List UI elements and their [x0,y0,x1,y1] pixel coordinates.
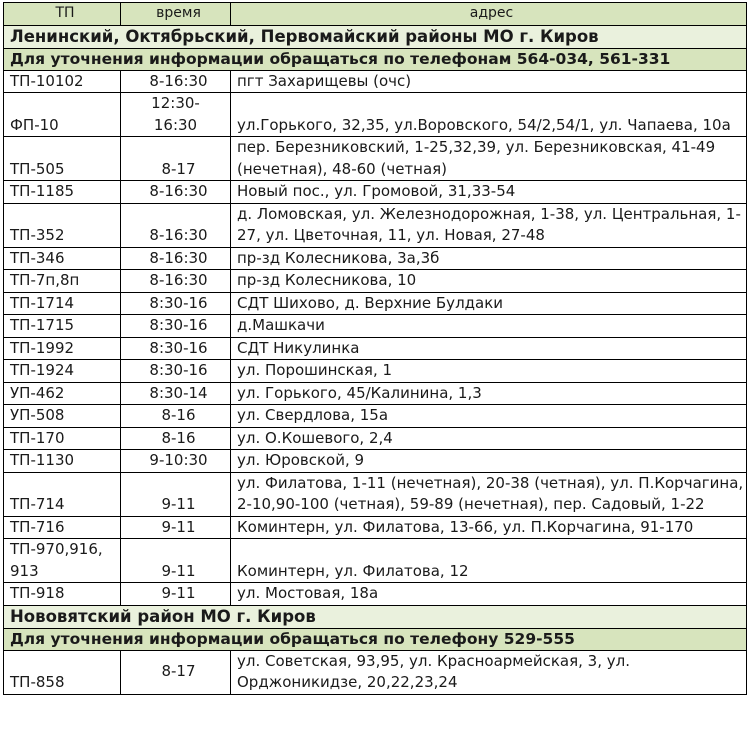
tp-cell: ТП-352 [4,203,121,247]
tp-cell: ТП-7п,8п [4,270,121,293]
time-cell: 8-17 [121,650,231,694]
table-row [4,583,747,606]
time-cell: 8-16 [121,405,231,428]
time-cell: 8:30-16 [121,360,231,383]
table-row [4,315,747,338]
address-cell: ул.Горького, 32,35, ул.Воровского, 54/2,54/1, ул. Чапаева, 10а [231,93,747,137]
table-row [4,450,747,473]
address-cell: ул. Филатова, 1-11 (нечетная), 20-38 (четная), ул. П.Корчагина, 2-10,90-100 (четная), 59-89 (нечетная), пер. Садовый, 1-22 [231,472,747,516]
time-cell: 8:30-16 [121,315,231,338]
table-row [4,472,747,516]
table-row [4,337,747,360]
time-cell: 9-10:30 [121,450,231,473]
tp-cell: УП-462 [4,382,121,405]
time-cell: 8-16:30 [121,203,231,247]
tp-cell: ФП-10 [4,93,121,137]
info-row [4,48,747,70]
table-row [4,382,747,405]
tp-cell: ТП-10102 [4,70,121,93]
tp-cell: ТП-970,916,913 [4,539,121,583]
address-cell: пр-зд Колесникова, 3а,3б [231,247,747,270]
address-cell: Новый пос., ул. Громовой, 31,33-54 [231,181,747,204]
address-cell: ул. Порошинская, 1 [231,360,747,383]
outage-schedule-table [3,2,747,695]
time-cell: 8-16:30 [121,270,231,293]
time-cell: 9-11 [121,516,231,539]
address-cell: ул. Юровской, 9 [231,450,747,473]
tp-cell: УП-508 [4,405,121,428]
tp-cell: ТП-346 [4,247,121,270]
time-cell: 9-11 [121,539,231,583]
tp-cell: ТП-1130 [4,450,121,473]
table-row [4,203,747,247]
header-row [4,3,747,26]
time-cell: 8-16:30 [121,247,231,270]
address-cell: пгт Захарищевы (очс) [231,70,747,93]
table-row [4,247,747,270]
address-cell: СДТ Шихово, д. Верхние Булдаки [231,292,747,315]
tp-cell: ТП-1714 [4,292,121,315]
table-row [4,70,747,93]
address-cell: д.Машкачи [231,315,747,338]
tp-cell: ТП-918 [4,583,121,606]
district-title: Ленинский, Октябрьский, Первомайский районы МО г. Киров [4,25,747,48]
tp-cell: ТП-858 [4,650,121,694]
district-row [4,605,747,628]
tp-cell: ТП-1924 [4,360,121,383]
time-cell: 9-11 [121,472,231,516]
table-row [4,516,747,539]
address-cell: СДТ Никулинка [231,337,747,360]
district-title: Нововятский район МО г. Киров [4,605,747,628]
address-cell: ул. Советская, 93,95, ул. Красноармейская, 3, ул. Орджоникидзе, 20,22,23,24 [231,650,747,694]
district-row [4,25,747,48]
tp-cell: ТП-505 [4,137,121,181]
table-row [4,181,747,204]
time-cell: 8:30-16 [121,292,231,315]
address-cell: ул. Мостовая, 18а [231,583,747,606]
tp-cell: ТП-170 [4,427,121,450]
table-row [4,292,747,315]
time-cell: 9-11 [121,583,231,606]
table-row [4,270,747,293]
header-tp: ТП [4,3,121,26]
header-address: адрес [231,3,747,26]
address-cell: ул. Горького, 45/Калинина, 1,3 [231,382,747,405]
time-cell: 8-16 [121,427,231,450]
table-row [4,360,747,383]
time-cell: 8:30-16 [121,337,231,360]
time-cell: 8-16:30 [121,181,231,204]
table-row [4,427,747,450]
tp-cell: ТП-1185 [4,181,121,204]
address-cell: пер. Березниковский, 1-25,32,39, ул. Березниковская, 41-49 (нечетная), 48-60 (четная) [231,137,747,181]
table-row [4,93,747,137]
contact-info: Для уточнения информации обращаться по телефонам 564-034, 561-331 [4,48,747,70]
time-cell: 8-17 [121,137,231,181]
time-cell: 8-16:30 [121,70,231,93]
time-cell: 12:30-16:30 [121,93,231,137]
contact-info: Для уточнения информации обращаться по телефону 529-555 [4,628,747,650]
tp-cell: ТП-1715 [4,315,121,338]
tp-cell: ТП-714 [4,472,121,516]
address-cell: ул. О.Кошевого, 2,4 [231,427,747,450]
table-row [4,539,747,583]
tp-cell: ТП-1992 [4,337,121,360]
table-row [4,650,747,694]
info-row [4,628,747,650]
address-cell: Коминтерн, ул. Филатова, 12 [231,539,747,583]
table-row [4,137,747,181]
address-cell: д. Ломовская, ул. Железнодорожная, 1-38, ул. Центральная, 1-27, ул. Цветочная, 11, ул. Новая, 27-48 [231,203,747,247]
tp-cell: ТП-716 [4,516,121,539]
table-row [4,405,747,428]
address-cell: ул. Свердлова, 15а [231,405,747,428]
header-time: время [121,3,231,26]
time-cell: 8:30-14 [121,382,231,405]
address-cell: пр-зд Колесникова, 10 [231,270,747,293]
address-cell: Коминтерн, ул. Филатова, 13-66, ул. П.Корчагина, 91-170 [231,516,747,539]
